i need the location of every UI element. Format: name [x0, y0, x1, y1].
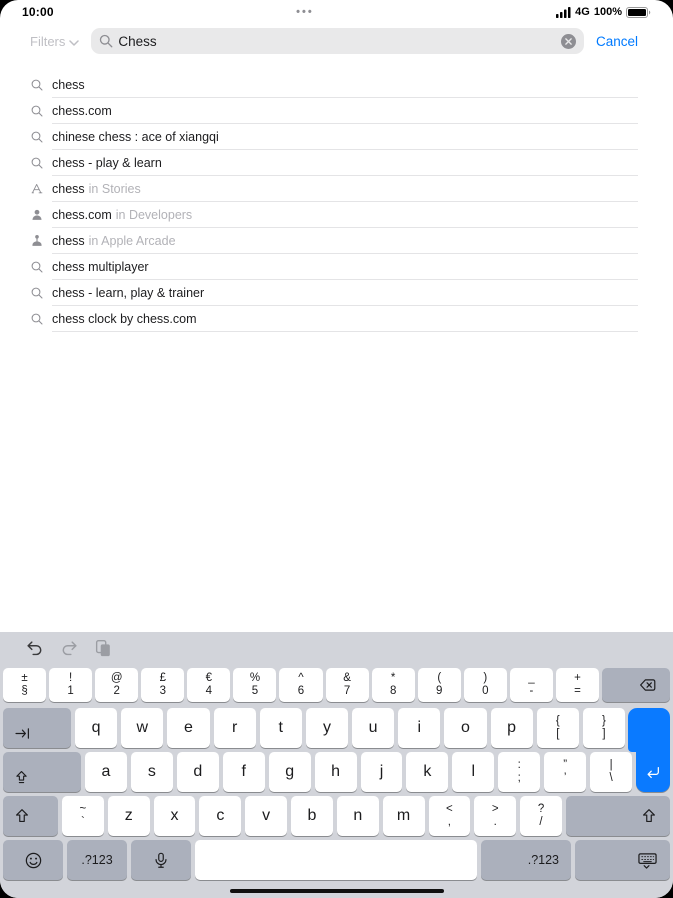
keyboard-dismiss-icon — [637, 851, 658, 870]
suggestion-context: in Stories — [88, 181, 141, 196]
suggestion-text — [52, 98, 638, 124]
suggestion-text — [52, 228, 638, 254]
shift-left-key[interactable] — [3, 796, 58, 836]
search-icon — [30, 150, 52, 176]
paste-icon — [93, 638, 113, 663]
key-u[interactable] — [352, 708, 394, 748]
key-i[interactable] — [398, 708, 440, 748]
key-section[interactable] — [3, 668, 46, 702]
key-backtick[interactable] — [62, 796, 104, 836]
key-label: ~ ` — [79, 803, 87, 828]
key-3[interactable] — [141, 668, 184, 702]
paste-button[interactable] — [93, 638, 113, 663]
suggestion-context: in Apple Arcade — [88, 233, 176, 248]
key-label: | \ — [609, 759, 613, 784]
key-label: .?123 — [81, 853, 113, 867]
key-label: % 5 — [249, 672, 261, 697]
signal-icon — [556, 7, 571, 18]
suggestion-text — [52, 280, 638, 306]
key-label: m — [396, 807, 411, 824]
key-m[interactable] — [383, 796, 425, 836]
key-label: < , — [446, 803, 453, 828]
key-label: ) 0 — [482, 672, 489, 697]
key-bracket-right[interactable] — [583, 708, 625, 748]
numbers-key-right[interactable] — [481, 840, 571, 880]
capslock-key[interactable] — [3, 752, 81, 792]
space-key[interactable] — [195, 840, 477, 880]
key-h[interactable] — [315, 752, 357, 792]
suggestion-term: chess - learn, play & trainer — [52, 285, 205, 300]
key-label: + = — [574, 672, 581, 697]
return-key[interactable] — [636, 752, 670, 792]
key-label: i — [417, 719, 422, 736]
tab-icon — [13, 725, 31, 742]
key-label: t — [278, 719, 283, 736]
suggestion-term: chess.com — [52, 103, 112, 118]
key-w[interactable] — [121, 708, 163, 748]
keyboard-toolbar — [3, 632, 670, 668]
search-query-text: Chess — [118, 33, 157, 49]
key-o[interactable] — [444, 708, 486, 748]
key-label: £ 3 — [159, 672, 166, 697]
suggestion-term: chess — [52, 181, 85, 196]
key-e[interactable] — [167, 708, 209, 748]
search-icon — [30, 254, 52, 280]
key-label: ^ 6 — [297, 672, 305, 697]
developer-icon — [30, 202, 52, 228]
search-input[interactable] — [91, 28, 584, 54]
home-indicator[interactable] — [230, 889, 444, 894]
search-bar — [0, 22, 673, 60]
multitasking-handle[interactable]: ••• — [296, 6, 314, 18]
key-label: ? / — [537, 803, 545, 828]
search-icon — [30, 72, 52, 98]
keyboard-row — [3, 840, 670, 880]
mic-icon — [152, 851, 170, 870]
key-0[interactable] — [464, 668, 507, 702]
status-time: 10:00 — [22, 5, 54, 19]
key-5[interactable] — [233, 668, 276, 702]
keyboard-row — [3, 796, 670, 836]
shift-icon — [640, 807, 658, 825]
key-label: y — [322, 719, 331, 736]
backspace-key[interactable] — [602, 668, 670, 702]
suggestion-text — [52, 124, 638, 150]
search-icon — [30, 98, 52, 124]
key-bracket-left[interactable] — [537, 708, 579, 748]
key-label: > . — [491, 803, 499, 828]
search-icon — [30, 124, 52, 150]
chevron-down-icon — [69, 34, 79, 49]
capslock-icon — [13, 769, 30, 786]
stories-icon — [30, 176, 52, 202]
key-label: r — [231, 719, 238, 736]
network-type: 4G — [575, 6, 590, 18]
key-x[interactable] — [154, 796, 196, 836]
home-indicator-area — [0, 884, 673, 898]
key-comma[interactable] — [429, 796, 471, 836]
key-2[interactable] — [95, 668, 138, 702]
key-t[interactable] — [260, 708, 302, 748]
key-label: _ - — [528, 672, 535, 697]
suggestion-text — [52, 72, 638, 98]
battery-percent: 100% — [593, 6, 622, 18]
key-d[interactable] — [177, 752, 219, 792]
key-label: @ 2 — [110, 672, 123, 697]
suggestion-row[interactable] — [0, 254, 673, 280]
key-backslash[interactable] — [590, 752, 632, 792]
key-label: g — [285, 763, 295, 780]
redo-icon — [59, 638, 79, 663]
key-label: : ; — [517, 759, 521, 784]
suggestion-row[interactable] — [0, 124, 673, 150]
tab-key[interactable] — [3, 708, 71, 748]
key-label: a — [101, 763, 111, 780]
key-n[interactable] — [337, 796, 379, 836]
battery-icon — [626, 7, 651, 18]
status-bar — [0, 0, 673, 22]
dictation-key[interactable] — [131, 840, 191, 880]
key-label: { [ — [555, 715, 560, 740]
key-apostrophe[interactable] — [544, 752, 586, 792]
suggestion-term: chess.com — [52, 207, 112, 222]
return-key[interactable] — [628, 708, 670, 752]
key-period[interactable] — [474, 796, 516, 836]
shift-icon — [13, 807, 31, 825]
key-4[interactable] — [187, 668, 230, 702]
suggestion-text — [52, 254, 638, 280]
search-icon — [30, 280, 52, 306]
filters-label: Filters — [30, 33, 66, 49]
key-label: .?123 — [527, 853, 559, 867]
key-p[interactable] — [491, 708, 533, 748]
key-label: k — [423, 763, 432, 780]
emoji-icon — [24, 851, 43, 870]
key-slash[interactable] — [520, 796, 562, 836]
key-b[interactable] — [291, 796, 333, 836]
suggestion-row[interactable] — [0, 98, 673, 124]
key-r[interactable] — [214, 708, 256, 748]
key-c[interactable] — [199, 796, 241, 836]
key-8[interactable] — [372, 668, 415, 702]
suggestion-row[interactable] — [0, 176, 673, 202]
keyboard-rows — [3, 668, 670, 880]
suggestion-row[interactable] — [0, 228, 673, 254]
key-k[interactable] — [406, 752, 448, 792]
numbers-key-left[interactable] — [67, 840, 127, 880]
key-equals[interactable] — [556, 668, 599, 702]
onscreen-keyboard — [0, 632, 673, 898]
key-label: ! 1 — [67, 672, 74, 697]
suggestion-text — [52, 150, 638, 176]
suggestion-context: in Developers — [115, 207, 193, 222]
suggestion-term: chess multiplayer — [52, 259, 149, 274]
key-label: ( 9 — [436, 672, 443, 697]
search-icon — [30, 306, 52, 332]
key-9[interactable] — [418, 668, 461, 702]
key-z[interactable] — [108, 796, 150, 836]
key-label: & 7 — [343, 672, 351, 697]
undo-button[interactable] — [25, 638, 45, 663]
key-label: q — [91, 719, 101, 736]
search-icon — [99, 34, 113, 48]
suggestion-term: chess — [52, 77, 85, 92]
key-s[interactable] — [131, 752, 173, 792]
suggestion-row[interactable] — [0, 72, 673, 98]
key-7[interactable] — [326, 668, 369, 702]
clear-search-button[interactable] — [561, 34, 576, 49]
key-a[interactable] — [85, 752, 127, 792]
suggestion-term: chinese chess : ace of xiangqi — [52, 129, 219, 144]
return-icon — [644, 765, 662, 786]
suggestion-row[interactable] — [0, 306, 673, 332]
key-label: d — [193, 763, 203, 780]
suggestion-text — [52, 176, 638, 202]
key-label: € 4 — [205, 672, 213, 697]
key-label: c — [216, 807, 225, 824]
key-label: z — [124, 807, 133, 824]
key-label: * 8 — [389, 672, 397, 697]
key-y[interactable] — [306, 708, 348, 748]
cancel-button[interactable]: Cancel — [595, 33, 638, 49]
key-label: x — [170, 807, 179, 824]
key-l[interactable] — [452, 752, 494, 792]
key-label: f — [241, 763, 246, 780]
dismiss-keyboard-key[interactable] — [575, 840, 670, 880]
emoji-key[interactable] — [3, 840, 63, 880]
suggestion-row[interactable] — [0, 202, 673, 228]
key-g[interactable] — [269, 752, 311, 792]
key-label: e — [183, 719, 193, 736]
key-label: l — [471, 763, 476, 780]
keyboard-row — [3, 752, 670, 792]
suggestion-row[interactable] — [0, 280, 673, 306]
key-label: } ] — [602, 715, 606, 740]
keyboard-row — [3, 708, 670, 748]
key-q[interactable] — [75, 708, 117, 748]
key-label: n — [353, 807, 363, 824]
key-label: u — [368, 719, 378, 736]
key-label: j — [379, 763, 384, 780]
key-label: b — [307, 807, 317, 824]
key-label: ” ’ — [563, 759, 568, 784]
key-label: ± § — [21, 672, 28, 697]
suggestion-term: chess — [52, 233, 85, 248]
redo-button[interactable] — [59, 638, 79, 663]
backspace-icon — [637, 676, 658, 694]
key-label: o — [461, 719, 470, 736]
suggestion-list — [0, 72, 673, 332]
key-v[interactable] — [245, 796, 287, 836]
key-semicolon[interactable] — [498, 752, 540, 792]
key-label: h — [331, 763, 341, 780]
status-right-cluster — [556, 6, 651, 18]
key-j[interactable] — [361, 752, 403, 792]
undo-icon — [25, 638, 45, 663]
key-label: s — [147, 763, 156, 780]
key-label: w — [136, 719, 149, 736]
key-6[interactable] — [279, 668, 322, 702]
suggestion-text — [52, 202, 638, 228]
filters-button[interactable] — [30, 34, 79, 49]
key-label: v — [262, 807, 271, 824]
suggestion-row[interactable] — [0, 150, 673, 176]
key-f[interactable] — [223, 752, 265, 792]
suggestion-term: chess - play & learn — [52, 155, 162, 170]
arcade-icon — [30, 228, 52, 254]
key-1[interactable] — [49, 668, 92, 702]
shift-right-key[interactable] — [566, 796, 670, 836]
empty-content-area — [0, 332, 673, 632]
key-hyphen[interactable] — [510, 668, 553, 702]
key-label: p — [507, 719, 517, 736]
keyboard-row — [3, 668, 670, 702]
suggestion-text — [52, 306, 638, 332]
suggestion-term: chess clock by chess.com — [52, 311, 197, 326]
